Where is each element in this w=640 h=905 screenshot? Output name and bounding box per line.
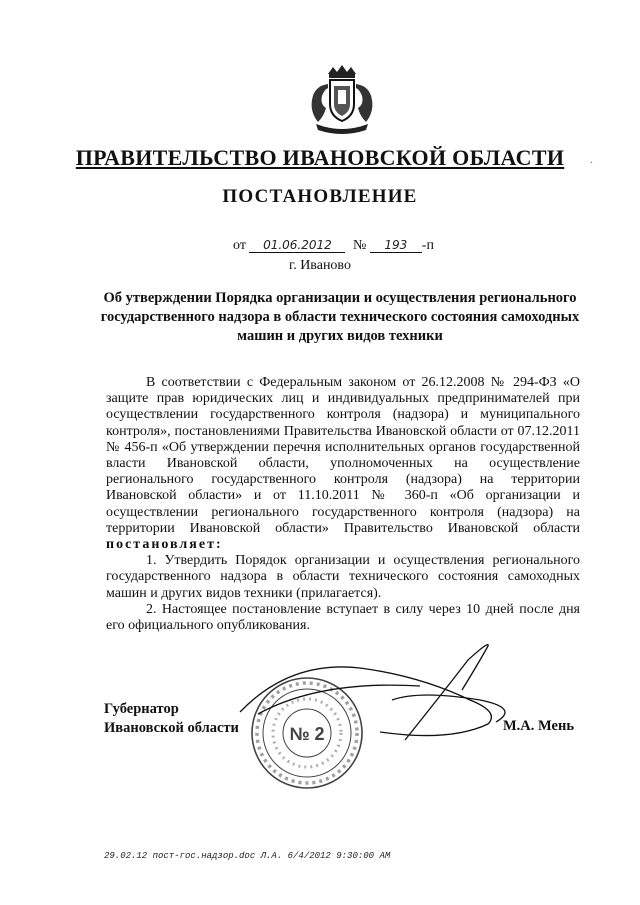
item-1: 1. Утвердить Порядок организации и осуществления регионального государственного надзора в области технического состояния самоходных машин и других видов техники (прилагается). — [106, 553, 580, 601]
official-stamp — [252, 678, 362, 788]
document-body — [106, 375, 580, 634]
handwritten-signature — [240, 645, 505, 740]
document-subject: Об утверждении Порядка организации и осуществления регионального государственного надзора в области технического состояния самоходных машин и других видов техники — [100, 290, 580, 344]
date-value: 01.06.2012 — [249, 238, 345, 253]
number-suffix: -п — [421, 238, 434, 253]
stamp-number: № 2 — [289, 724, 325, 744]
document-page: ПРАВИТЕЛЬСТВО ИВАНОВСКОЙ ОБЛАСТИ . ПОСТАНОВЛЕНИЕ от 01.06.2012 № 193 -п г. Иваново Об утверждении Порядка организации и осуществления регионального государственного надзора в области технического состояния самоходных машин и других видов техники В соответствии с Федеральным законом от 26.12.2008 № 294-ФЗ «О защите прав юридических лиц и индивидуальных предпринимателей при осуществлении государственного контроля (надзора) и муниципального контроля», постановлениями Правительства Ивановской области от 07.12.2011 № 456-п «Об утверждении перечня исполнительных органов государственной власти Ивановской области, уполномоченных на осуществление регионального государственного контроля (надзора) на территории Ивановской области» и от 11.10.2011 № 360-п «Об организации и осуществлении регионального государственного контроля (надзора) на территории Ивановской области» Правительство Ивановской области постановляет: 1. Утвердить Порядок организации и осуществления регионального государственного надзора в области технического состояния самоходных машин и других видов техники (прилагается). 2. Настоящее постановление вступает в силу через 10 дней после дня его официального опубликования. Губернатор Ивановской области М.А. Мень № 2 29.02.12 пост-гос.надзор.doc Л.А. 6/4/2012 9:30:00 AM — [0, 0, 640, 905]
coat-of-arms-icon — [306, 64, 378, 134]
government-title: ПРАВИТЕЛЬСТВО ИВАНОВСКОЙ ОБЛАСТИ — [75, 145, 565, 170]
item-2: 2. Настоящее постановление вступает в силу через 10 дней после дня его официального опубликования. — [106, 601, 580, 634]
signatory-name: М.А. Мень — [503, 718, 574, 734]
number-value: 193 — [370, 238, 422, 253]
file-footer: 29.02.12 пост-гос.надзор.doc Л.А. 6/4/2012 9:30:00 AM — [104, 851, 391, 861]
intro-paragraph: В соответствии с Федеральным законом от 26.12.2008 № 294-ФЗ «О защите прав юридических лиц и индивидуальных предпринимателей при осуществлении государственного контроля (надзора) и муниципального контроля», постановлениями Правительства Ивановской области от 07.12.2011 № 456-п «Об утверждении перечня исполнительных органов государственной власти Ивановской области, уполномоченных на осуществление регионального государственного контроля (надзора) на территории Ивановской области» и от 11.10.2011 № 360-п «Об организации и осуществлении регионального государственного контроля (надзора) на территории Ивановской области» Правительство Ивановской области постановляет: — [106, 375, 580, 553]
signatory-title: Губернатор Ивановской области — [104, 701, 239, 736]
document-type: ПОСТАНОВЛЕНИЕ — [222, 186, 418, 207]
date-prefix: от — [233, 238, 246, 253]
city: г. Иваново — [289, 258, 351, 273]
decree-word: постановляет: — [106, 537, 223, 553]
date-number-line — [233, 238, 434, 254]
number-prefix: № — [352, 238, 367, 253]
